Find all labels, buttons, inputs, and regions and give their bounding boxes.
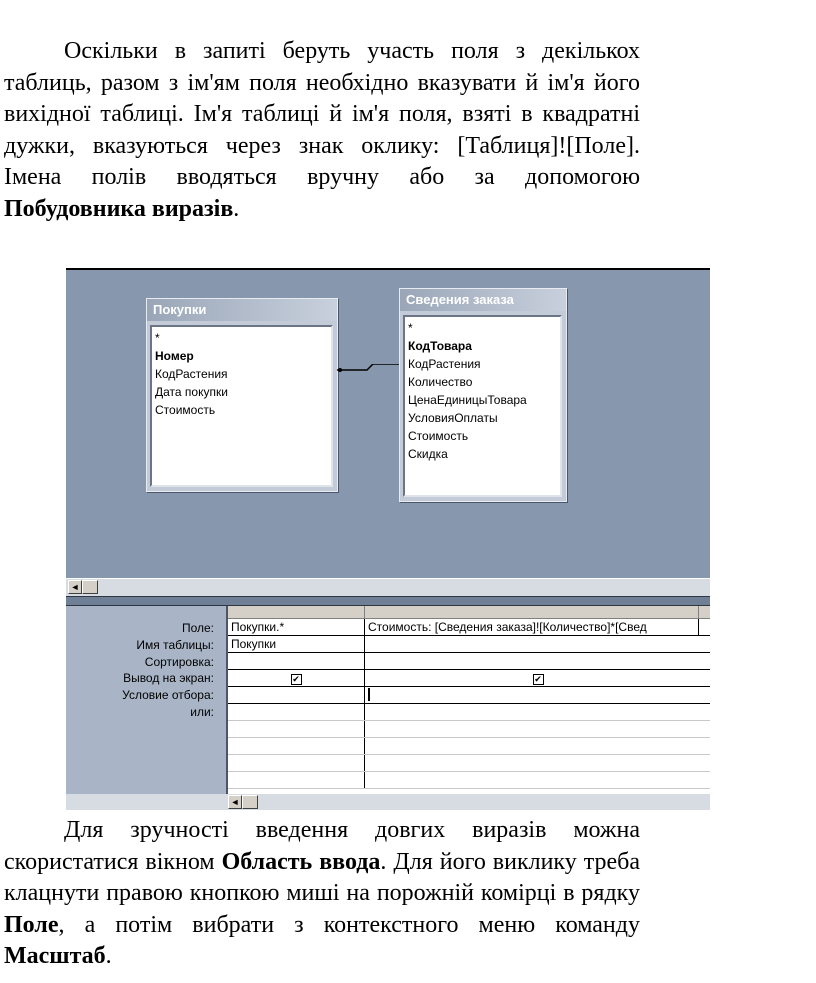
empty-cell[interactable] <box>228 738 365 754</box>
paragraph-intro <box>4 36 640 225</box>
field-item[interactable]: * <box>155 331 160 345</box>
table-cell[interactable]: Покупки <box>228 636 365 652</box>
field-item[interactable]: Стоимость <box>155 403 216 417</box>
field-item[interactable]: Дата покупки <box>155 385 228 399</box>
row-label: Сортировка: <box>144 654 214 669</box>
table-pane-scrollbar[interactable] <box>66 578 710 596</box>
show-checkbox[interactable]: ✔ <box>292 674 300 684</box>
field-item[interactable]: Стоимость <box>408 429 469 443</box>
paragraph-text: Оскільки в запиті беруть участь поля з декількох таблиць, разом з ім'ям поля необхідно вказувати й ім'я його вихідної таблиці. Ім'я таблиці й ім'я поля, взяті в квадратні дужки, вказуються через знак оклику: [Таблиця]![Поле]. Імена полів вводяться вручну або за допомогою <box>4 38 640 190</box>
field-item[interactable]: Количество <box>408 375 473 389</box>
row-label: Имя таблицы: <box>136 637 214 652</box>
empty-cell[interactable] <box>365 772 710 788</box>
field-item[interactable]: Скидка <box>408 447 448 461</box>
field-item[interactable]: Номер <box>155 349 194 363</box>
criteria-cell[interactable] <box>228 687 365 703</box>
row-label: Поле: <box>181 621 214 635</box>
field-list[interactable] <box>403 315 562 497</box>
scroll-thumb[interactable] <box>82 580 98 594</box>
design-grid-pane <box>66 606 710 810</box>
empty-cell[interactable] <box>365 738 710 754</box>
table-title: Покупки <box>147 299 337 321</box>
grid-row-or <box>228 704 710 721</box>
field-list[interactable] <box>150 325 333 487</box>
show-cell[interactable] <box>228 670 365 686</box>
scroll-left-icon[interactable]: ◄ <box>68 580 82 594</box>
empty-cell[interactable] <box>228 772 365 788</box>
grid-row-field <box>228 619 710 636</box>
column-selector[interactable] <box>228 606 365 618</box>
text-cursor <box>368 688 370 701</box>
column-selectors[interactable] <box>228 606 710 619</box>
bold-term: Побудовника виразів <box>4 195 234 222</box>
relationship-line <box>337 364 401 384</box>
grid-row-empty <box>228 755 710 772</box>
field-item[interactable]: УсловияОплаты <box>408 411 498 425</box>
grid-scrollbar[interactable] <box>66 794 710 810</box>
scroll-left-icon[interactable]: ◄ <box>228 795 242 809</box>
grid-row-show <box>228 670 710 687</box>
paragraph-zoom <box>4 815 640 973</box>
bold-term: Масштаб <box>4 943 106 969</box>
show-checkbox[interactable]: ✔ <box>534 674 542 684</box>
or-cell[interactable] <box>228 704 365 720</box>
bold-term: Область ввода <box>221 848 381 875</box>
field-item[interactable]: КодРастения <box>408 357 481 371</box>
or-cell[interactable] <box>365 704 710 720</box>
field-item[interactable]: * <box>408 321 413 335</box>
paragraph-text: . Для його виклику треба клацнути правою кнопкою миші на порожній комірці в рядку <box>4 848 641 906</box>
table-window-pokupki[interactable] <box>146 298 338 492</box>
table-window-svedeniya-zakaza[interactable] <box>399 288 567 502</box>
show-cell[interactable] <box>365 670 710 686</box>
sort-cell[interactable] <box>228 653 365 669</box>
field-cell[interactable]: Стоимость: [Сведения заказа]![Количество]*[Свед <box>365 619 699 635</box>
row-label: или: <box>190 704 214 719</box>
grid-row-empty <box>228 772 710 789</box>
row-label: Вывод на экран: <box>123 671 214 686</box>
field-item[interactable]: КодТовара <box>408 339 472 353</box>
empty-cell[interactable] <box>228 721 365 737</box>
criteria-cell[interactable] <box>365 687 710 703</box>
scroll-thumb[interactable] <box>242 795 258 809</box>
grid-row-table <box>228 636 710 653</box>
table-pane <box>66 268 710 580</box>
paragraph-text: . <box>105 943 112 969</box>
empty-cell[interactable] <box>365 721 710 737</box>
grid-row-empty <box>228 738 710 755</box>
empty-cell[interactable] <box>228 755 365 771</box>
field-item[interactable]: КодРастения <box>155 367 228 381</box>
field-cell[interactable]: Покупки.* <box>228 619 365 635</box>
paragraph-text: , а потім вибрати з контекстного меню команду <box>58 911 640 938</box>
table-title: Сведения заказа <box>400 289 566 311</box>
table-cell[interactable] <box>365 636 710 652</box>
design-grid <box>226 606 710 802</box>
grid-row-empty <box>228 721 710 738</box>
query-designer-screenshot <box>66 268 710 810</box>
paragraph-text: . <box>233 195 240 222</box>
paragraph-text: Для зручності введення довгих виразів можна скористатися вікном <box>4 817 640 875</box>
sort-cell[interactable] <box>365 653 710 669</box>
grid-row-criteria <box>228 687 710 704</box>
empty-cell[interactable] <box>365 755 710 771</box>
row-labels <box>66 620 220 721</box>
row-label: Условие отбора: <box>122 688 214 703</box>
field-item[interactable]: ЦенаЕдиницыТовара <box>408 393 527 407</box>
column-selector[interactable] <box>365 606 699 618</box>
bold-term: Поле <box>4 911 59 938</box>
grid-row-sort <box>228 653 710 670</box>
